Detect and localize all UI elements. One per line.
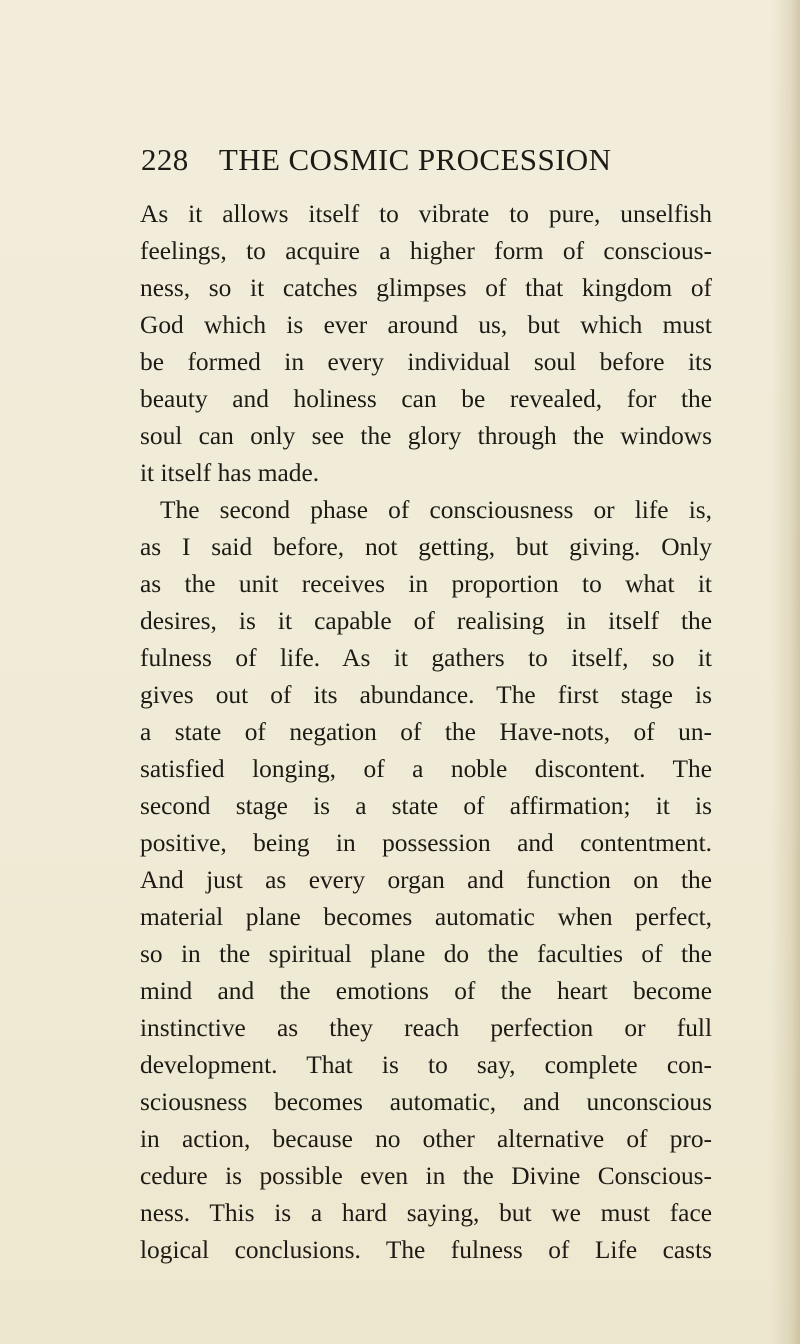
text-line: a state of negation of the Have-nots, of un- [140, 718, 712, 746]
text-line: as the unit receives in proportion to what it [140, 570, 712, 598]
text-line: satisfied longing, of a noble discontent. The [140, 755, 712, 783]
text-line: ness, so it catches glimpses of that kingdom of [140, 274, 712, 302]
text-line: be formed in every individual soul before its [140, 348, 712, 376]
text-line: feelings, to acquire a higher form of conscious- [140, 237, 712, 265]
running-title: THE COSMIC PROCESSION [218, 142, 612, 177]
text-line: desires, is it capable of realising in itself the [140, 607, 712, 635]
page-number: 228 [141, 142, 189, 177]
body-text [140, 196, 712, 1269]
text-line: God which is ever around us, but which must [140, 311, 712, 339]
text-line: sciousness becomes automatic, and unconscious [140, 1088, 712, 1116]
text-line: soul can only see the glory through the windows [140, 422, 712, 450]
text-line: development. That is to say, complete con- [140, 1051, 712, 1079]
text-line: so in the spiritual plane do the faculties of the [140, 940, 712, 968]
text-line: mind and the emotions of the heart become [140, 977, 712, 1005]
page-header [141, 142, 701, 192]
text-line: cedure is possible even in the Divine Conscious- [140, 1162, 712, 1190]
text-line: beauty and holiness can be revealed, for the [140, 385, 712, 413]
text-line: ness. This is a hard saying, but we must face [140, 1199, 712, 1227]
text-line: logical conclusions. The fulness of Life casts [140, 1236, 712, 1264]
text-line: as I said before, not getting, but giving. Only [140, 533, 712, 561]
text-line: instinctive as they reach perfection or full [140, 1014, 712, 1042]
text-line: positive, being in possession and contentment. [140, 829, 712, 857]
text-line: second stage is a state of affirmation; it is [140, 792, 712, 820]
text-line: it itself has made. [140, 459, 320, 487]
text-line: material plane becomes automatic when perfect, [140, 903, 712, 931]
text-line: fulness of life. As it gathers to itself, so it [140, 644, 712, 672]
text-line: The second phase of consciousness or life is, [160, 496, 712, 524]
text-line: And just as every organ and function on the [140, 866, 712, 894]
text-line: in action, because no other alternative of pro- [140, 1125, 712, 1153]
text-line: gives out of its abundance. The first stage is [140, 681, 712, 709]
text-line: As it allows itself to vibrate to pure, unselfish [140, 200, 712, 228]
